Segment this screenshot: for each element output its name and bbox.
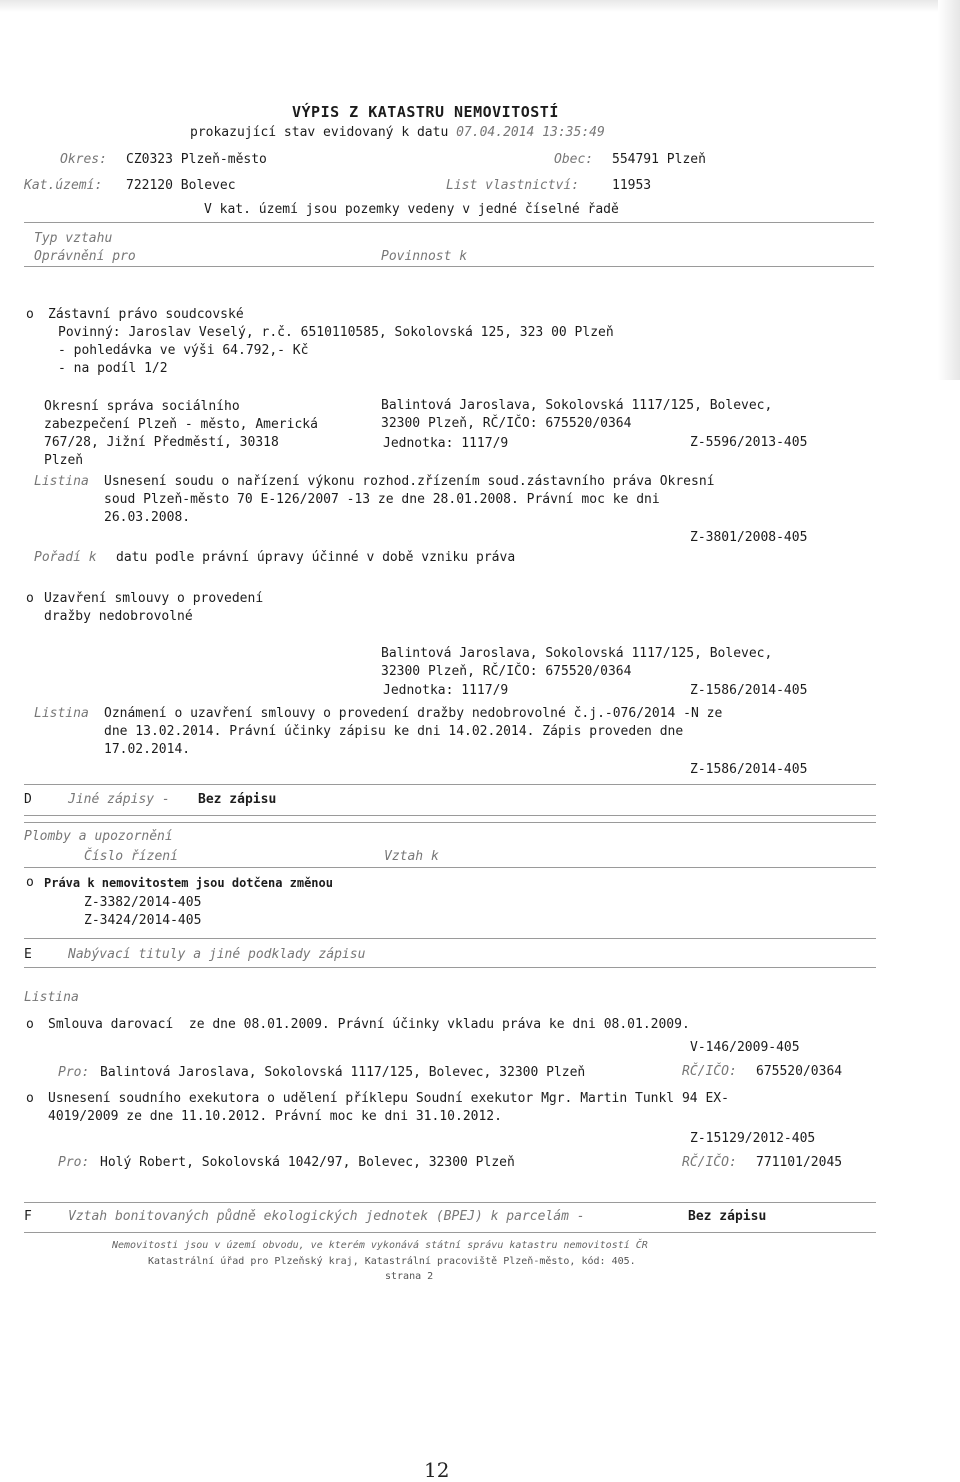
okres-label: Okres: [60,152,107,167]
entry1-left2: zabezpečení Plzeň - město, Americká [44,417,318,432]
entry2-title2: dražby nedobrovolné [44,609,193,624]
entry1-right3: Jednotka: 1117/9 [383,436,509,451]
entry1-poradi-label: Pořadí k [34,550,97,565]
extract-date: 07.04.2014 13:35:49 [456,125,605,140]
divider [24,815,876,816]
entry2-listina-label: Listina [34,706,89,721]
katuzemi-label: Kat.území: [24,178,103,193]
lv-value: 11953 [612,178,652,193]
plomby-title: Plomby a upozornění [24,829,173,844]
entry2-listina1: Oznámení o uzavření smlouvy o provedení dražby nedobrovolné č.j.-076/2014 -N ze [104,706,723,721]
entry2-listina-ref: Z-1586/2014-405 [690,762,808,777]
col-typ-vztahu: Typ vztahu [34,231,113,246]
entry1-left1: Okresní správa sociálního [44,399,240,414]
entry2-right1: Balintová Jaroslava, Sokolovská 1117/125, Bolevec, [381,646,773,661]
subtitle-text: prokazující stav evidovaný k datu [190,125,449,140]
plomby-vztah-k: Vztah k [384,849,439,864]
divider [24,1202,876,1203]
entry1-listina2: soud Plzeň-město 70 E-126/2007 -13 ze dne 28.01.2008. Právní moc ke dni [104,492,660,507]
katuzemi-value: 722120 Bolevec [126,178,236,193]
section-e-item2-ref: Z-15129/2012-405 [690,1131,816,1146]
section-e-letter: E [24,947,32,962]
section-e-item1-text: Smlouva darovací ze dne 08.01.2009. Právní účinky vkladu práva ke dni 08.01.2009. [48,1017,690,1032]
section-e-title: Nabývací tituly a jiné podklady zápisu [68,947,366,962]
section-d-title: Jiné zápisy - [68,792,170,807]
entry1-listina-label: Listina [34,474,89,489]
section-e-item2-bullet: o [26,1091,34,1106]
divider [24,1232,876,1233]
entry2-ref: Z-1586/2014-405 [690,683,808,698]
entry2-listina3: 17.02.2014. [104,742,191,757]
page-number: 12 [424,1458,450,1482]
plomby-ref2: Z-3424/2014-405 [84,913,202,928]
entry2-bullet: o [26,591,34,606]
footer-line2: Katastrální úřad pro Plzeňský kraj, Katastrální pracoviště Plzeň-město, kód: 405. [148,1256,636,1267]
entry1-listina-ref: Z-3801/2008-405 [690,530,808,545]
divider [24,967,876,968]
section-e-item2-line2: 4019/2009 ze dne 11.10.2012. Právní moc ke dni 31.10.2012. [48,1109,502,1124]
scan-top-edge [0,0,960,12]
entry1-listina1: Usnesení soudu o nařízení výkonu rozhod.zřízením soud.zástavního práva Okresní [104,474,715,489]
entry2-right3: Jednotka: 1117/9 [383,683,509,698]
entry2-title1: Uzavření smlouvy o provedení [44,591,264,606]
entry1-bullet: o [26,307,34,322]
plomby-cislo-rizeni: Číslo řízení [84,849,178,864]
divider [24,784,876,785]
entry1-title: Zástavní právo soudcovské [48,307,244,322]
section-f-value: Bez zápisu [688,1209,767,1224]
obec-value: 554791 Plzeň [612,152,706,167]
section-e-item1-rc-label: RČ/IČO: [682,1064,737,1079]
section-e-item2-rc-label: RČ/IČO: [682,1155,737,1170]
entry1-listina3: 26.03.2008. [104,510,191,525]
entry1-poradi-text: datu podle právní úpravy účinné v době vzniku práva [116,550,516,565]
entry1-line3: - na podíl 1/2 [58,361,168,376]
numbering-note: V kat. území jsou pozemky vedeny v jedné číselné řadě [204,202,619,217]
section-e-item1-ref: V-146/2009-405 [690,1040,800,1055]
entry1-right1: Balintová Jaroslava, Sokolovská 1117/125, Bolevec, [381,398,773,413]
section-e-item2-rc: 771101/2045 [756,1155,843,1170]
section-e-listina-label: Listina [24,990,79,1005]
plomby-text: Práva k nemovitostem jsou dotčena změnou [44,876,333,890]
section-e-item1-bullet: o [26,1017,34,1032]
section-e-item1-pro: Balintová Jaroslava, Sokolovská 1117/125, Bolevec, 32300 Plzeň [100,1065,586,1080]
entry1-ref: Z-5596/2013-405 [690,435,808,450]
entry2-right2: 32300 Plzeň, RČ/IČO: 675520/0364 [381,664,632,679]
section-d-value: Bez zápisu [198,792,277,807]
plomby-bullet: o [26,875,34,890]
entry1-left3: 767/28, Jižní Předměstí, 30318 [44,435,279,450]
section-d-letter: D [24,792,32,807]
section-e-item1-pro-label: Pro: [58,1065,90,1080]
lv-label: List vlastnictví: [446,178,580,193]
document-title: VÝPIS Z KATASTRU NEMOVITOSTÍ [292,103,559,121]
section-e-item2-pro-label: Pro: [58,1155,90,1170]
col-povinnost-k: Povinnost k [381,249,468,264]
divider [24,266,874,267]
okres-value: CZ0323 Plzeň-město [126,152,267,167]
divider [24,222,874,223]
entry2-listina2: dne 13.02.2014. Právní účinky zápisu ke dni 14.02.2014. Zápis proveden dne [104,724,684,739]
entry1-line2: - pohledávka ve výši 64.792,- Kč [58,343,309,358]
section-f-title: Vztah bonitovaných půdně ekologických jednotek (BPEJ) k parcelám - [68,1209,585,1224]
footer-page-label: strana 2 [385,1271,434,1282]
section-e-item2-line1: Usnesení soudního exekutora o udělení příklepu Soudní exekutor Mgr. Martin Tunkl 94 EX- [48,1091,729,1106]
entry1-left4: Plzeň [44,453,84,468]
section-f-letter: F [24,1209,32,1224]
divider [24,867,876,868]
section-e-item2-pro: Holý Robert, Sokolovská 1042/97, Bolevec, 32300 Plzeň [100,1155,515,1170]
plomby-ref1: Z-3382/2014-405 [84,895,202,910]
scan-right-edge [938,0,960,380]
entry1-line1: Povinný: Jaroslav Veselý, r.č. 6510110585, Sokolovská 125, 323 00 Plzeň [58,325,614,340]
section-e-item1-rc: 675520/0364 [756,1064,843,1079]
col-opravneni-pro: Oprávnění pro [34,249,136,264]
entry1-right2: 32300 Plzeň, RČ/IČO: 675520/0364 [381,416,632,431]
divider [24,822,876,823]
divider [24,938,876,939]
footer-line1: Nemovitosti jsou v území obvodu, ve kterém vykonává státní správu katastru nemovitostí ČR [112,1240,648,1251]
document-subtitle [190,124,605,142]
obec-label: Obec: [554,152,594,167]
